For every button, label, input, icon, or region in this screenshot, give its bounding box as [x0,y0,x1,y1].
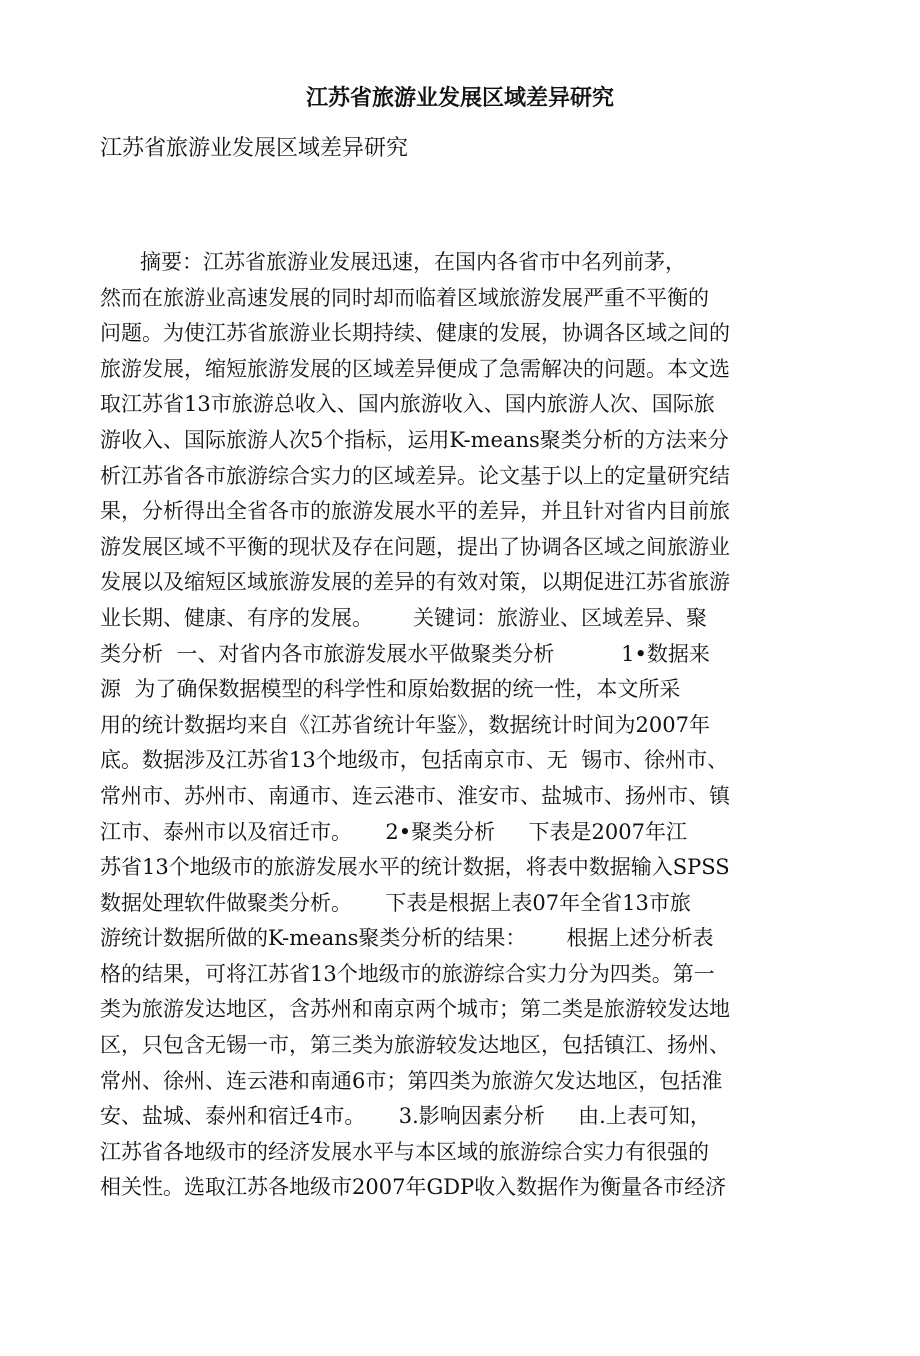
body-line: 摘要：江苏省旅游业发展迅速，在国内各省市中名列前茅， [100,250,687,274]
document-subtitle: 江苏省旅游业发展区域差异研究 [100,136,409,161]
body-line: 业长期、健康、有序的发展。 关键词：旅游业、区域差异、聚 [100,605,708,630]
body-line: 发展以及缩短区域旅游发展的差异的有效对策，以期促进江苏省旅游 [100,570,730,595]
body-line: 苏省13个地级市的旅游发展水平的统计数据，将表中数据输入SPSS [100,855,730,880]
body-line: 类分析 一、对省内各市旅游发展水平做聚类分析 1•数据来 [100,641,710,666]
body-line: 数据处理软件做聚类分析。 下表是根据上表07年全省13市旅 [100,890,691,915]
body-line: 游发展区域不平衡的现状及存在问题，提出了协调各区域之间旅游业 [100,534,730,559]
body-line: 游统计数据所做的K-means聚类分析的结果： 根据上述分析表 [100,926,714,951]
document-title: 江苏省旅游业发展区域差异研究 [305,86,614,111]
body-line: 类为旅游发达地区，含苏州和南京两个城市；第二类是旅游较发达地 [100,997,730,1022]
document-body [100,245,820,1206]
body-line: 江市、泰州市以及宿迁市。 2•聚类分析 下表是2007年江 [100,819,687,844]
body-line: 安、盐城、泰州和宿迁4市。 3.影响因素分析 由.上表可知， [100,1104,711,1129]
body-line: 取江苏省13市旅游总收入、国内旅游收入、国内旅游人次、国际旅 [100,392,715,417]
body-line: 果，分析得出全省各市的旅游发展水平的差异，并且针对省内目前旅 [100,499,730,524]
body-line: 底。数据涉及江苏省13个地级市，包括南京市、无 锡市、徐州市、 [100,748,729,773]
body-line: 区，只包含无锡一市，第三类为旅游较发达地区，包括镇江、扬州、 [100,1033,730,1058]
body-line: 用的统计数据均来自《江苏省统计年鉴》，数据统计时间为2007年 [100,712,710,737]
body-line: 相关性。选取江苏各地级市2007年GDP收入数据作为衡量各市经济 [100,1175,727,1200]
body-line: 源 为了确保数据模型的科学性和原始数据的统一性，本文所采 [100,677,681,702]
body-line: 格的结果，可将江苏省13个地级市的旅游综合实力分为四类。第一 [100,961,715,986]
body-line: 常州市、苏州市、南通市、连云港市、淮安市、盐城市、扬州市、镇 [100,783,730,808]
body-line: 问题。为使江苏省旅游业长期持续、健康的发展，协调各区域之间的 [100,321,730,346]
body-line: 析江苏省各市旅游综合实力的区域差异。论文基于以上的定量研究结 [100,463,730,488]
body-line: 江苏省各地级市的经济发展水平与本区域的旅游综合实力有很强的 [100,1139,709,1164]
body-line: 旅游发展，缩短旅游发展的区域差异便成了急需解决的问题。本文选 [100,356,730,381]
body-line: 游收入、国际旅游人次5个指标，运用K-means聚类分析的方法来分 [100,427,729,452]
body-line: 然而在旅游业高速发展的同时却而临着区域旅游发展严重不平衡的 [100,285,709,310]
body-line: 常州、徐州、连云港和南通6市；第四类为旅游欠发达地区，包括淮 [100,1068,723,1093]
